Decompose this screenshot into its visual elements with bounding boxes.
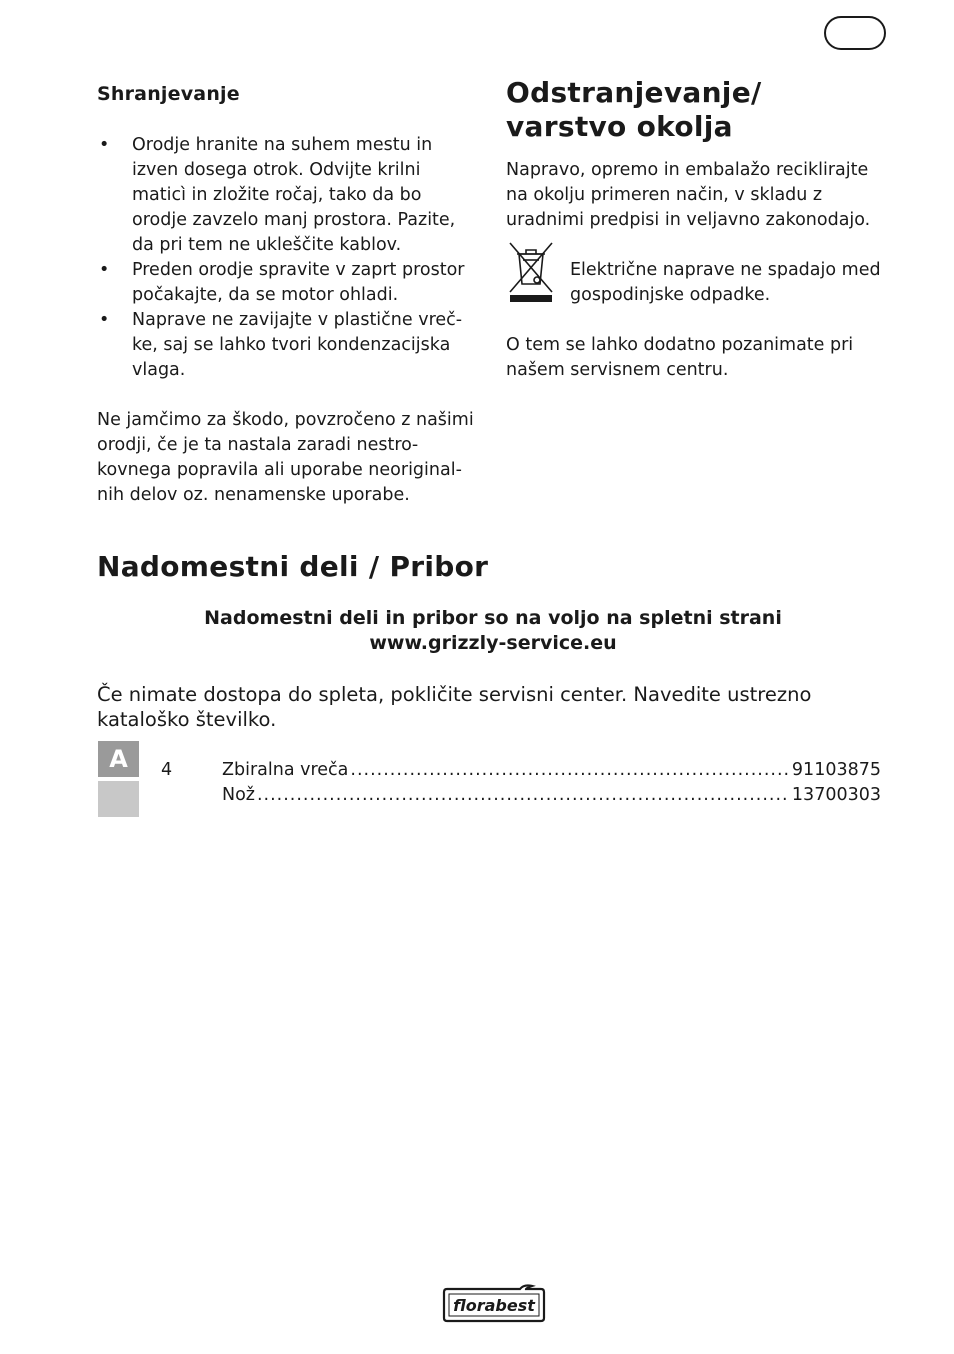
list-item (222, 758, 881, 783)
part-name: Zbiralna vreča (222, 760, 349, 780)
figure-tab-a: A (98, 741, 139, 777)
warranty-paragraph: Ne jamčimo za škodo, povzročeno z našimi orodji, če je ta nastala zaradi nestrokovnega popravila ali uporabe neoriginalnih delov oz. nenamenske uporabe. (97, 410, 474, 505)
availability-note (97, 606, 889, 656)
crossed-out-wheelie-bin-icon (506, 240, 556, 304)
call-service-paragraph: Če nimate dostopa do spleta, pokličite servisni center. Navedite ustrezno kataloško številko. (97, 683, 812, 731)
disposal-heading: Odstranjevanje/ varstvo okolja (506, 76, 762, 143)
storage-heading: Shranjevanje (97, 83, 240, 105)
part-number: 13700303 (791, 785, 881, 805)
list-item (97, 258, 477, 308)
bullet-text: Naprave ne zavijajte v plastične vrečke, saj se lahko tvori kondenzacijska vlaga. (132, 310, 463, 380)
part-name: Nož (222, 785, 255, 805)
spare-parts-heading: Nadomestni deli / Pribor (97, 550, 489, 583)
language-badge (824, 16, 886, 50)
svg-text:florabest: florabest (453, 1296, 535, 1315)
dot-leader (350, 758, 790, 783)
figure-tab-blank (98, 781, 139, 817)
weee-text: Električne naprave ne spadajo med gospodinjske odpadke. (570, 260, 881, 305)
bullet-symbol: • (99, 310, 110, 330)
availability-line: Nadomestni deli in pribor so na voljo na spletni strani (204, 607, 782, 629)
bullet-symbol: • (99, 260, 110, 280)
part-number: 91103875 (791, 760, 881, 780)
figure-number: 4 (161, 760, 173, 780)
disposal-intro: Napravo, opremo in embalažo reciklirajte na okolju primeren način, v skladu z uradnimi predpisi in veljavno zakonodajo. (506, 160, 871, 230)
bullet-text: Orodje hranite na suhem mestu in izven dosega otrok. Odvijte krilni maticì in zložite ročaj, tako da bo orodje zavzelo manj prostora. Pazite, da pri tem ne ukleščite kablov. (132, 135, 456, 255)
dot-leader (257, 783, 790, 808)
bullet-symbol: • (99, 135, 110, 155)
bullet-text: Preden orodje spravite v zaprt prostor počakajte, da se motor ohladi. (132, 260, 465, 305)
florabest-logo (440, 1284, 548, 1324)
list-item (222, 783, 881, 808)
list-item (97, 308, 477, 383)
service-paragraph: O tem se lahko dodatno pozanimate pri našem servisnem centru. (506, 335, 854, 380)
list-item (97, 133, 477, 258)
website-link[interactable]: www.grizzly-service.eu (369, 632, 617, 654)
parts-list (222, 758, 881, 808)
storage-bullet-list (97, 133, 477, 383)
